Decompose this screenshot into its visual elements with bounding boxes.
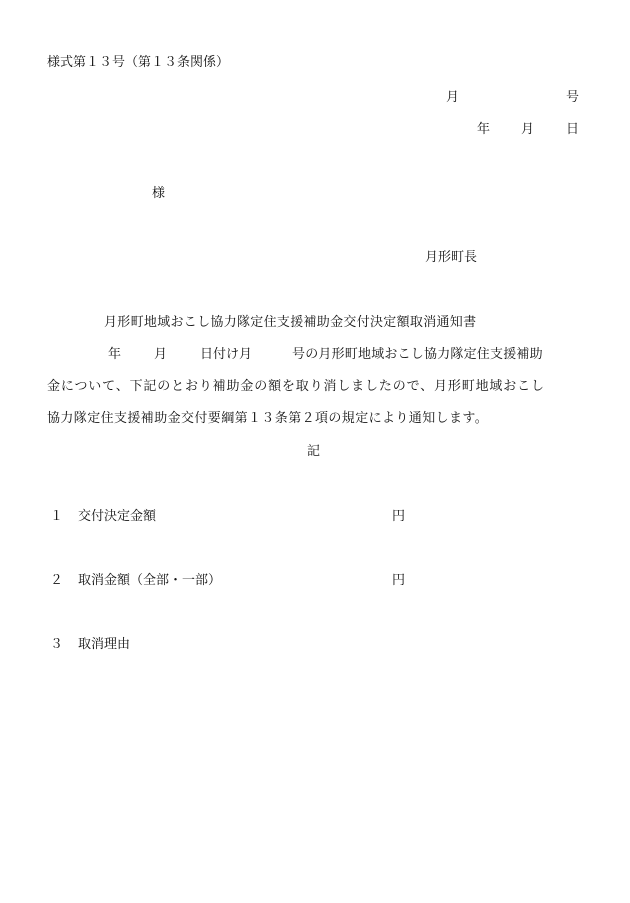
- issuer-name: 月形町長: [425, 250, 478, 265]
- item-label: 取消理由: [78, 637, 131, 652]
- body-dated-label: 日付け月: [200, 347, 253, 362]
- item-number: ２: [50, 573, 64, 588]
- document-title: 月形町地域おこし協力隊定住支援補助金交付決定額取消通知書: [104, 315, 477, 330]
- date-month-label: 月: [521, 122, 535, 137]
- reference-month-label: 月: [446, 90, 460, 105]
- body-line-1-rest: 号の月形町地域おこし協力隊定住支援補助: [292, 347, 543, 362]
- date-day-label: 日: [566, 122, 580, 137]
- item-unit: 円: [392, 509, 406, 524]
- body-line-3: 協力隊定住支援補助金交付要綱第１３条第２項の規定により通知します。: [47, 411, 489, 426]
- item-label: 取消金額（全部・一部）: [78, 573, 222, 588]
- ki-heading: 記: [307, 444, 321, 459]
- body-year-label: 年: [108, 347, 122, 362]
- body-month-label: 月: [154, 347, 168, 362]
- item-unit: 円: [392, 573, 406, 588]
- item-label: 交付決定金額: [78, 509, 157, 524]
- reference-number-label: 号: [566, 90, 580, 105]
- form-number: 様式第１３号（第１３条関係）: [47, 55, 230, 70]
- date-year-label: 年: [477, 122, 491, 137]
- addressee-honorific: 様: [152, 186, 166, 201]
- item-number: ３: [50, 637, 64, 652]
- item-number: １: [50, 509, 64, 524]
- body-line-2: 金について、下記のとおり補助金の額を取り消しましたので、月形町地域おこし: [47, 379, 545, 394]
